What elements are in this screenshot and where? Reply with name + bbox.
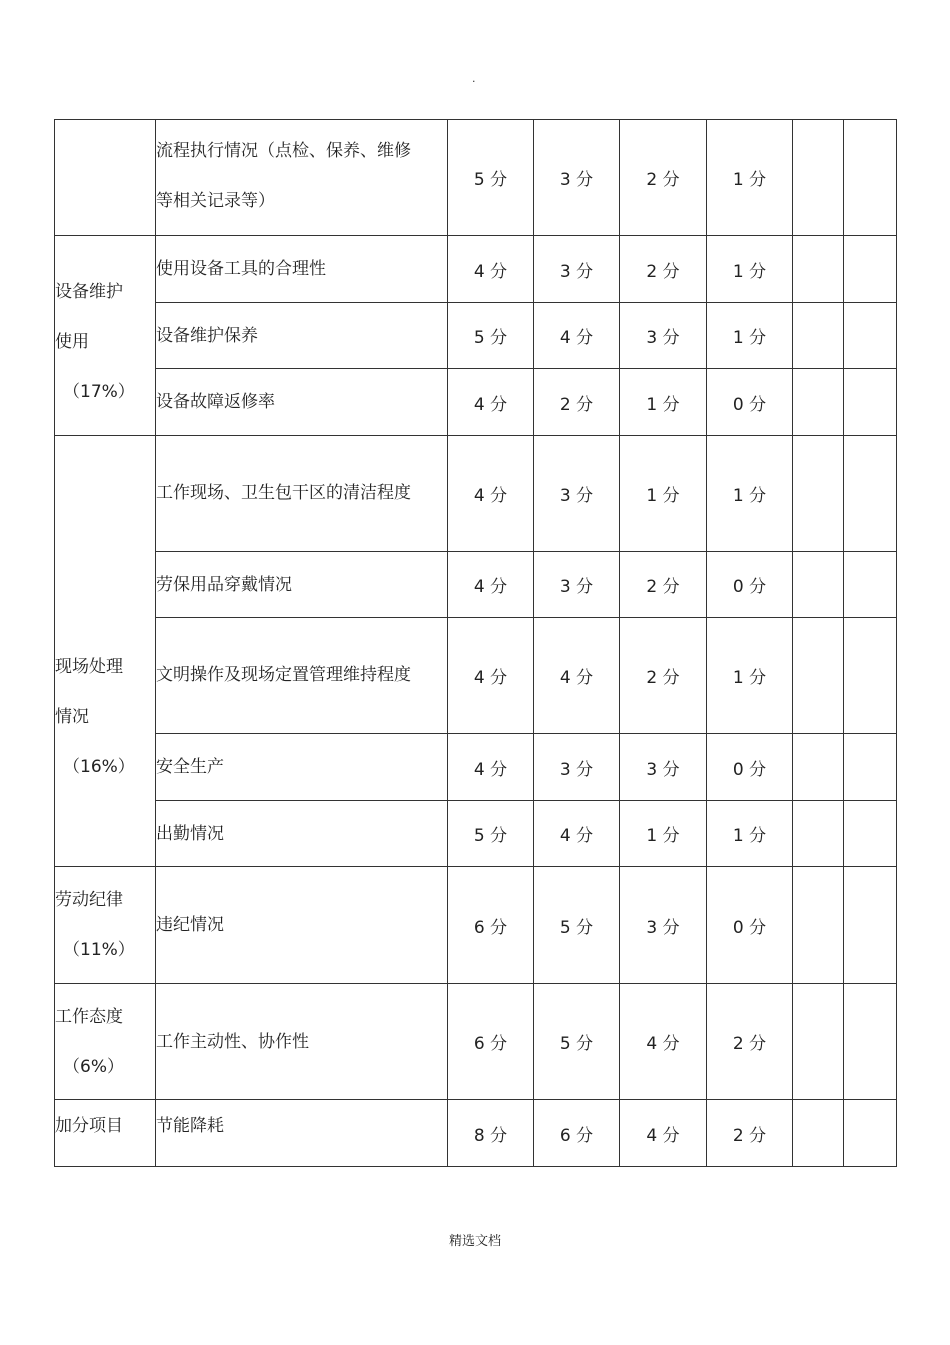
blank-cell (844, 1100, 897, 1167)
category-cell (55, 436, 156, 867)
category-cell (55, 984, 156, 1100)
item-cell (156, 303, 448, 369)
score-cell-3: 1 分 (620, 801, 707, 867)
score-cell-2: 4 分 (534, 618, 620, 734)
blank-cell (844, 734, 897, 801)
score-cell-1: 4 分 (448, 369, 534, 436)
item-cell (156, 867, 448, 984)
score-cell-4: 0 分 (707, 734, 793, 801)
score-cell-1: 4 分 (448, 618, 534, 734)
blank-cell (793, 236, 844, 303)
score-cell-3: 1 分 (620, 436, 707, 552)
score-cell-3: 2 分 (620, 618, 707, 734)
blank-cell (844, 552, 897, 618)
blank-cell (793, 436, 844, 552)
blank-cell (844, 867, 897, 984)
score-cell-2: 3 分 (534, 236, 620, 303)
score-cell-3: 4 分 (620, 1100, 707, 1167)
blank-cell (793, 120, 844, 236)
table-row (55, 303, 897, 369)
item-label: 出勤情况 (156, 823, 224, 844)
score-cell-3: 2 分 (620, 120, 707, 236)
blank-cell (844, 801, 897, 867)
score-cell-3: 3 分 (620, 867, 707, 984)
score-cell-2: 2 分 (534, 369, 620, 436)
score-cell-4: 1 分 (707, 436, 793, 552)
item-label: 设备故障返修率 (156, 392, 275, 412)
category-cell (55, 1100, 156, 1167)
score-cell-4: 1 分 (707, 618, 793, 734)
blank-cell (793, 734, 844, 801)
table-row (55, 120, 897, 236)
score-cell-2: 4 分 (534, 303, 620, 369)
item-cell (156, 1100, 448, 1167)
score-cell-1: 5 分 (448, 303, 534, 369)
blank-cell (793, 867, 844, 984)
blank-cell (844, 236, 897, 303)
score-cell-3: 2 分 (620, 552, 707, 618)
score-cell-2: 3 分 (534, 734, 620, 801)
blank-cell (844, 436, 897, 552)
item-cell (156, 436, 448, 552)
item-label: 设备维护保养 (156, 325, 258, 346)
score-cell-1: 8 分 (448, 1100, 534, 1167)
category-line: 情况 (55, 706, 89, 727)
score-cell-4: 1 分 (707, 303, 793, 369)
blank-cell (844, 120, 897, 236)
score-cell-3: 1 分 (620, 369, 707, 436)
score-cell-4: 2 分 (707, 984, 793, 1100)
item-cell (156, 734, 448, 801)
item-label: 安全生产 (156, 757, 224, 777)
page-top-mark: . (472, 72, 476, 85)
item-label: 使用设备工具的合理性 (156, 259, 326, 279)
score-cell-2: 5 分 (534, 984, 620, 1100)
item-cell (156, 552, 448, 618)
blank-cell (844, 618, 897, 734)
blank-cell (793, 801, 844, 867)
score-cell-2: 5 分 (534, 867, 620, 984)
item-label: 违纪情况 (156, 915, 224, 935)
table-row (55, 236, 897, 303)
score-cell-1: 4 分 (448, 436, 534, 552)
score-cell-2: 3 分 (534, 120, 620, 236)
table-row (55, 618, 897, 734)
item-label: 劳保用品穿戴情况 (156, 574, 292, 595)
blank-cell (844, 303, 897, 369)
item-cell (156, 369, 448, 436)
score-cell-3: 4 分 (620, 984, 707, 1100)
score-cell-2: 6 分 (534, 1100, 620, 1167)
score-cell-1: 5 分 (448, 801, 534, 867)
item-label: 文明操作及现场定置管理维持程度 (156, 664, 411, 685)
score-cell-1: 4 分 (448, 552, 534, 618)
score-cell-4: 1 分 (707, 120, 793, 236)
blank-cell (793, 369, 844, 436)
score-cell-1: 4 分 (448, 236, 534, 303)
score-cell-2: 3 分 (534, 436, 620, 552)
item-cell (156, 236, 448, 303)
scoring-table (54, 119, 897, 1167)
item-cell (156, 618, 448, 734)
score-cell-1: 6 分 (448, 984, 534, 1100)
blank-cell (844, 984, 897, 1100)
category-cell (55, 867, 156, 984)
score-cell-4: 1 分 (707, 801, 793, 867)
category-percent: （11%） (63, 940, 135, 960)
blank-cell (793, 552, 844, 618)
table-row (55, 867, 897, 984)
score-cell-1: 5 分 (448, 120, 534, 236)
score-cell-1: 6 分 (448, 867, 534, 984)
item-cell (156, 801, 448, 867)
page-footer: 精选文档 (448, 1234, 501, 1249)
table-row (55, 984, 897, 1100)
item-cell (156, 984, 448, 1100)
category-percent: （17%） (63, 382, 135, 402)
score-cell-2: 3 分 (534, 552, 620, 618)
table-row (55, 734, 897, 801)
score-cell-1: 4 分 (448, 734, 534, 801)
table-row (55, 436, 897, 552)
item-label: 流程执行情况（点检、保养、维修等相关记录等） (156, 140, 411, 211)
item-label: 节能降耗 (156, 1116, 224, 1136)
score-cell-4: 2 分 (707, 1100, 793, 1167)
table-row (55, 369, 897, 436)
category-percent: （6%） (63, 1056, 124, 1077)
blank-cell (793, 1100, 844, 1167)
score-cell-4: 1 分 (707, 236, 793, 303)
category-line: 设备维护 (55, 282, 123, 302)
category-line: 劳动纪律 (55, 890, 123, 910)
blank-cell (844, 369, 897, 436)
score-cell-3: 2 分 (620, 236, 707, 303)
blank-cell (793, 984, 844, 1100)
blank-cell (793, 303, 844, 369)
score-cell-4: 0 分 (707, 867, 793, 984)
category-percent: （16%） (63, 756, 135, 777)
category-cell (55, 236, 156, 436)
category-cell (55, 120, 156, 236)
score-cell-3: 3 分 (620, 303, 707, 369)
score-cell-2: 4 分 (534, 801, 620, 867)
blank-cell (793, 618, 844, 734)
score-cell-3: 3 分 (620, 734, 707, 801)
score-cell-4: 0 分 (707, 552, 793, 618)
category-line: 现场处理 (55, 656, 123, 677)
score-cell-4: 0 分 (707, 369, 793, 436)
table-row (55, 801, 897, 867)
category-line: 工作态度 (55, 1006, 123, 1027)
category-line: 使用 (55, 332, 89, 352)
category-line: 加分项目 (55, 1116, 123, 1136)
item-cell (156, 120, 448, 236)
table-row (55, 552, 897, 618)
item-label: 工作主动性、协作性 (156, 1031, 309, 1052)
item-label: 工作现场、卫生包干区的清洁程度 (156, 482, 411, 503)
table-row (55, 1100, 897, 1167)
